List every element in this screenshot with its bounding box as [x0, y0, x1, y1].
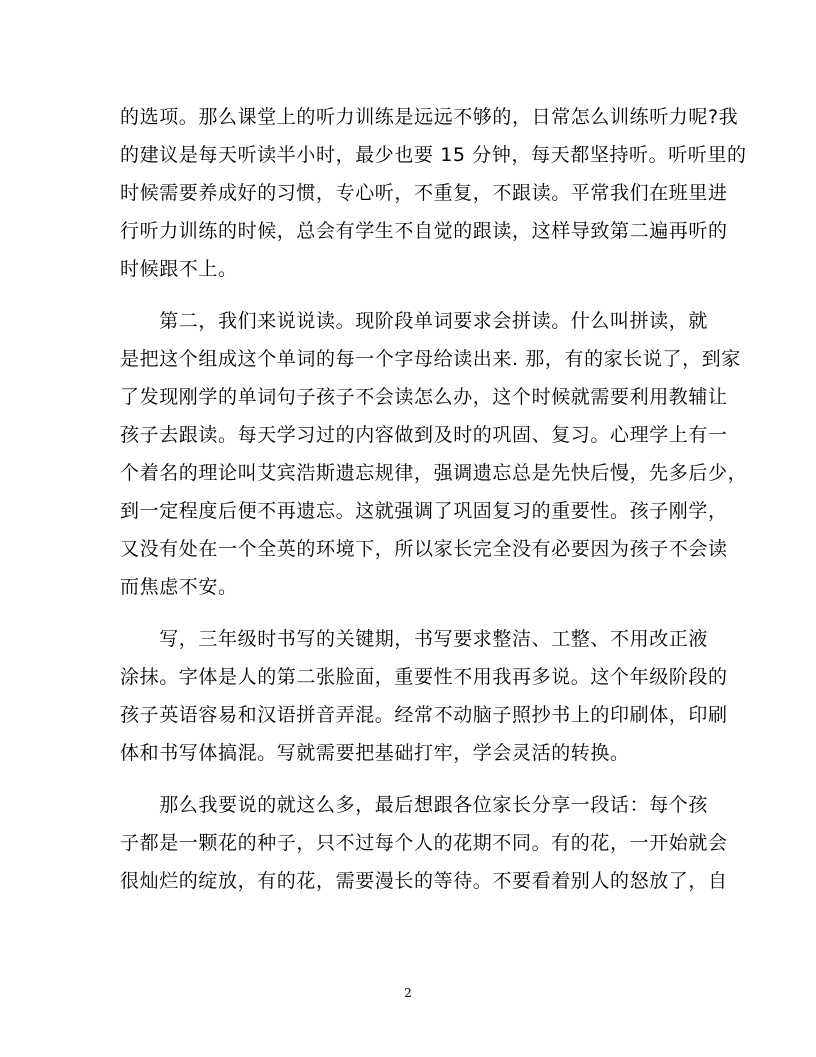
text-line: 的选项。那么课堂上的听力训练是远远不够的，日常怎么训练听力呢?我 [120, 106, 739, 128]
text-line: 时候需要养成好的习惯，专心听，不重复，不跟读。平常我们在班里进 [120, 182, 728, 204]
text-line: 体和书写体搞混。写就需要把基础打牢，学会灵活的转换。 [120, 742, 630, 764]
text-line: 第二，我们来说说读。现阶段单词要求会拼读。什么叫拼读，就 [120, 310, 709, 332]
text-line: 行听力训练的时候，总会有学生不自觉的跟读，这样导致第二遍再听的 [120, 220, 728, 242]
text-line: 涂抹。字体是人的第二张脸面，重要性不用我再多说。这个年级阶段的 [120, 666, 728, 688]
text-line: 了发现刚学的单词句子孩子不会读怎么办，这个时候就需要利用教辅让 [120, 386, 728, 408]
text-line: 子都是一颗花的种子，只不过每个人的花期不同。有的花，一开始就会 [120, 832, 728, 854]
text-line: 写，三年级时书写的关键期，书写要求整洁、工整、不用改正液 [120, 628, 709, 650]
text-line: 又没有处在一个全英的环境下，所以家长完全没有必要因为孩子不会读 [120, 538, 728, 560]
text-line: 个着名的理论叫艾宾浩斯遗忘规律，强调遗忘总是先快后慢，先多后少， [120, 462, 748, 484]
text-line: 那么我要说的就这么多，最后想跟各位家长分享一段话：每个孩 [120, 794, 709, 816]
text-line: 很灿烂的绽放，有的花，需要漫长的等待。不要看着别人的怒放了，自 [120, 870, 728, 892]
text-line: 而焦虑不安。 [120, 576, 238, 598]
text-line: 到一定程度后便不再遗忘。这就强调了巩固复习的重要性。孩子刚学， [120, 500, 728, 522]
text-line: 时候跟不上。 [120, 258, 238, 280]
text-line: 孩子去跟读。每天学习过的内容做到及时的巩固、复习。心理学上有一 [120, 424, 728, 446]
page-number: 2 [404, 986, 412, 1000]
text-line: 是把这个组成这个单词的每一个字母给读出来. 那，有的家长说了，到家 [120, 348, 741, 370]
text-line: 的建议是每天听读半小时，最少也要 15 分钟，每天都坚持听。听听里的 [120, 144, 747, 166]
text-line: 孩子英语容易和汉语拼音弄混。经常不动脑子照抄书上的印刷体，印刷 [120, 704, 728, 726]
